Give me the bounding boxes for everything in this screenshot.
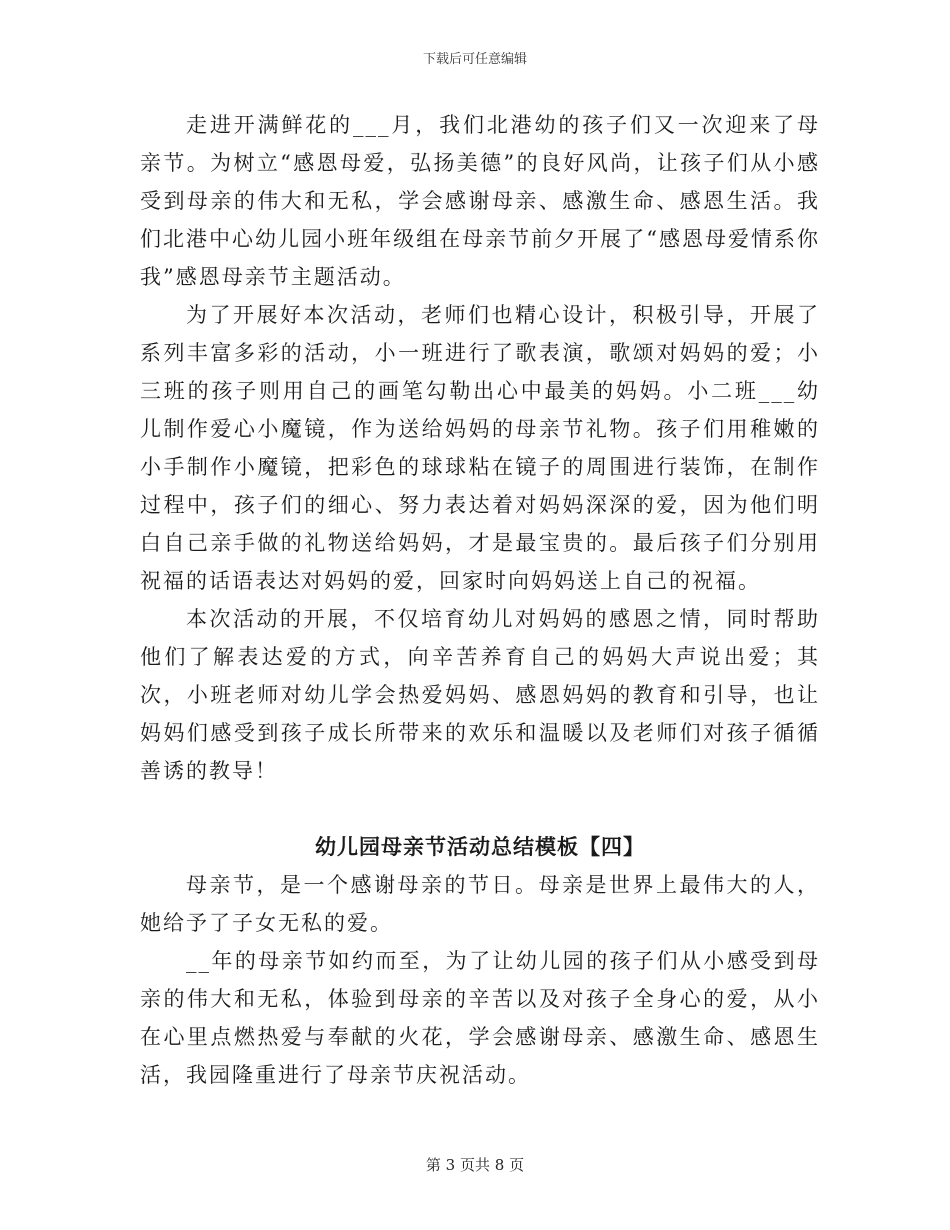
page-footer: 第 3 页共 8 页 <box>425 1156 525 1174</box>
paragraph: 本次活动的开展，不仅培育幼儿对妈妈的感恩之情，同时帮助他们了解表达爱的方式，向辛苦养育自己的妈妈大声说出爱；其次，小班老师对幼儿学会热爱妈妈、感恩妈妈的教育和引导，也让妈妈们感受到孩子成长所带来的欢乐和温暖以及老师们对孩子循循善诱的教导！ <box>140 607 820 783</box>
paragraph: 走进开满鲜花的___月，我们北港幼的孩子们又一次迎来了母亲节。为树立“感恩母爱，弘扬美德”的良好风尚，让孩子们从小感受到母亲的伟大和无私，学会感谢母亲、感激生命、感恩生活。我们北港中心幼儿园小班年级组在母亲节前夕开展了“感恩母爱情系你我”感恩母亲节主题活动。 <box>140 113 820 289</box>
paragraph: 为了开展好本次活动，老师们也精心设计，积极引导，开展了系列丰富多彩的活动，小一班进行了歌表演，歌颂对妈妈的爱；小三班的孩子则用自己的画笔勾勒出心中最美的妈妈。小二班___幼儿制作爱心小魔镜，作为送给妈妈的母亲节礼物。孩子们用稚嫩的小手制作小魔镜，把彩色的球球粘在镜子的周围进行装饰，在制作过程中，孩子们的细心、努力表达着对妈妈深深的爱，因为他们明白自己亲手做的礼物送给妈妈，才是最宝贵的。最后孩子们分别用祝福的话语表达对妈妈的爱，回家时向妈妈送上自己的祝福。 <box>140 303 820 593</box>
page-header: 下载后可任意编辑 <box>422 52 527 67</box>
paragraph: __年的母亲节如约而至，为了让幼儿园的孩子们从小感受到母亲的伟大和无私，体验到母亲的辛苦以及对孩子全身心的爱，从小在心里点燃热爱与奉献的火花，学会感谢母亲、感激生命、感恩生活，我园隆重进行了母亲节庆祝活动。 <box>140 949 820 1087</box>
document-body <box>140 106 820 1094</box>
section-title: 幼儿园母亲节活动总结模板【四】 <box>315 835 645 859</box>
paragraph: 母亲节，是一个感谢母亲的节日。母亲是世界上最伟大的人，她给予了子女无私的爱。 <box>140 873 820 935</box>
